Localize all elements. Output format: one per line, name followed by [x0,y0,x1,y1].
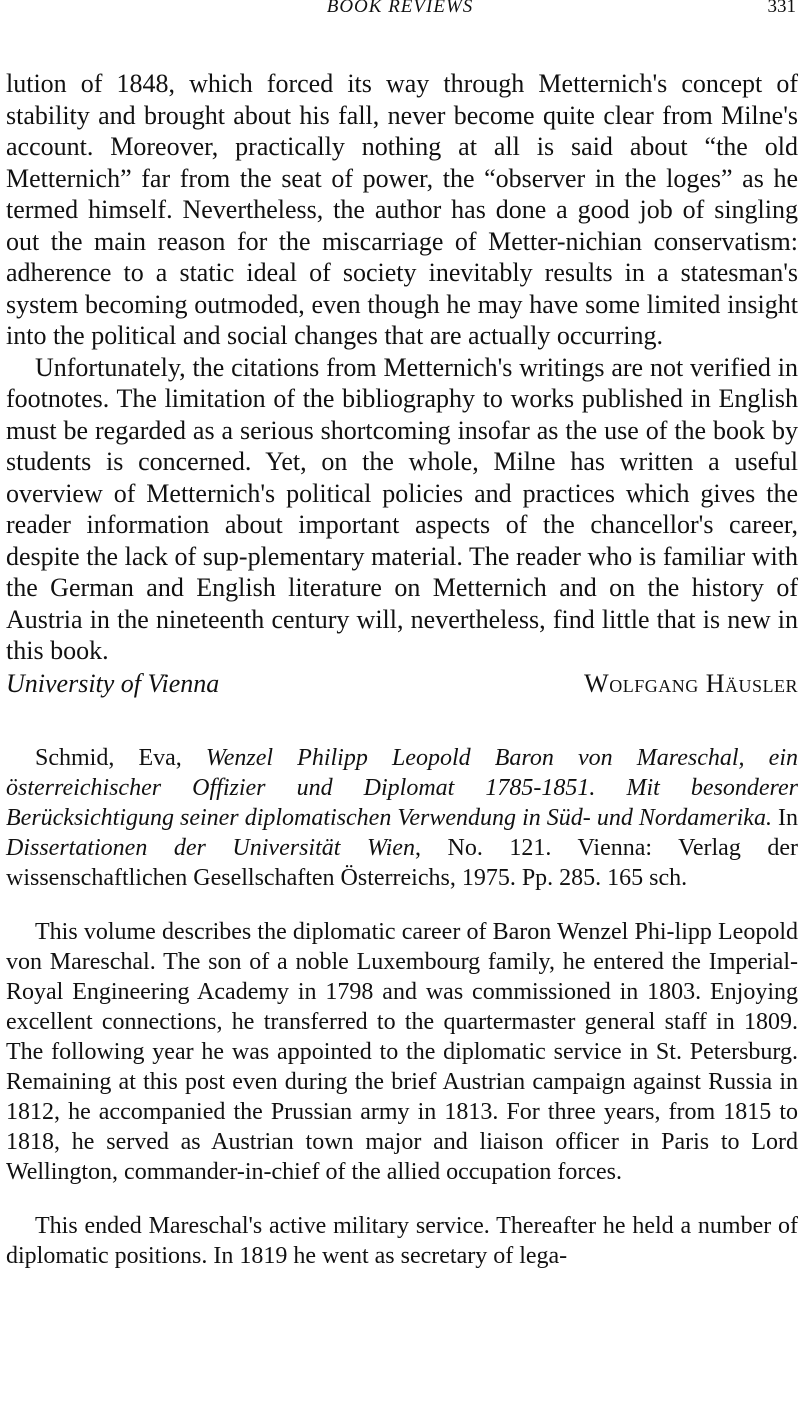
reviewer-affiliation: University of Vienna [6,668,220,698]
page-number: 331 [767,0,796,17]
citation-series: Dissertationen der Universität Wien [6,835,415,861]
citation-in: In [771,805,799,831]
reviewer-name: Wolfgang Häusler [584,668,798,698]
citation-author: Schmid, Eva, [35,745,206,771]
review-signature [6,668,798,700]
next-review-paragraph-1: This volume describes the diplomatic career of Baron Wenzel Phi-lipp Leopold von Mareschal. The son of a noble Luxembourg family, he entered the Imperial-Royal Engineering Academy in 1798 and was commissioned in 1803. Enjoying excellent connections, he transferred to the quartermaster general staff in 1809. The following year he was appointed to the diplomatic service in St. Petersburg. Remaining at this post even during the brief Austrian campaign against Russia in 1812, he accompanied the Prussian army in 1813. For three years, from 1815 to 1818, he served as Austrian town major and liaison officer in Paris to Lord Wellington, commander-in-chief of the allied occupation forces. [6,919,798,1185]
previous-review-paragraph-2: Unfortunately, the citations from Metternich's writings are not verified in footnotes. The limitation of the bibliography to works published in English must be regarded as a serious shortcoming insofar as the use of the book by students is concerned. Yet, on the whole, Milne has written a useful overview of Metternich's political policies and practices which gives the reader information about important aspects of the chancellor's career, despite the lack of sup-plementary material. The reader who is familiar with the German and English literature on Metternich and on the history of Austria in the nineteenth century will, nevertheless, find little that is new in this book. [6,352,798,665]
text-column [6,68,798,1295]
citation-title: Wenzel Philipp Leopold Baron von Mareschal, ein österreichischer Offizier und Diplomat 1785-1851. Mit besonderer Berücksichtigung seiner diplomatischen Verwendung in Süd- und Nordamerika. [6,745,798,831]
running-title: BOOK REVIEWS [326,0,474,17]
book-citation [6,743,798,893]
next-review-paragraph-2: This ended Mareschal's active military service. Thereafter he held a number of diplomatic positions. In 1819 he went as secretary of lega- [6,1213,798,1269]
running-head [0,0,800,22]
previous-review-paragraph-1: lution of 1848, which forced its way through Metternich's concept of stability and brought about his fall, never become quite clear from Milne's account. Moreover, practically nothing at all is said about “the old Metternich” far from the seat of power, the “observer in the loges” as he termed himself. Nevertheless, the author has done a good job of singling out the main reason for the miscarriage of Metter-nichian conservatism: adherence to a static ideal of society inevitably results in a statesman's system becoming outmoded, even though he may have some limited insight into the political and social changes that are actually occurring. [6,69,798,350]
citation-publication: , No. 121. Vienna: Verlag der wissenschaftlichen Gesellschaften Österreichs, 1975. Pp. 285. 165 sch. [6,835,799,891]
